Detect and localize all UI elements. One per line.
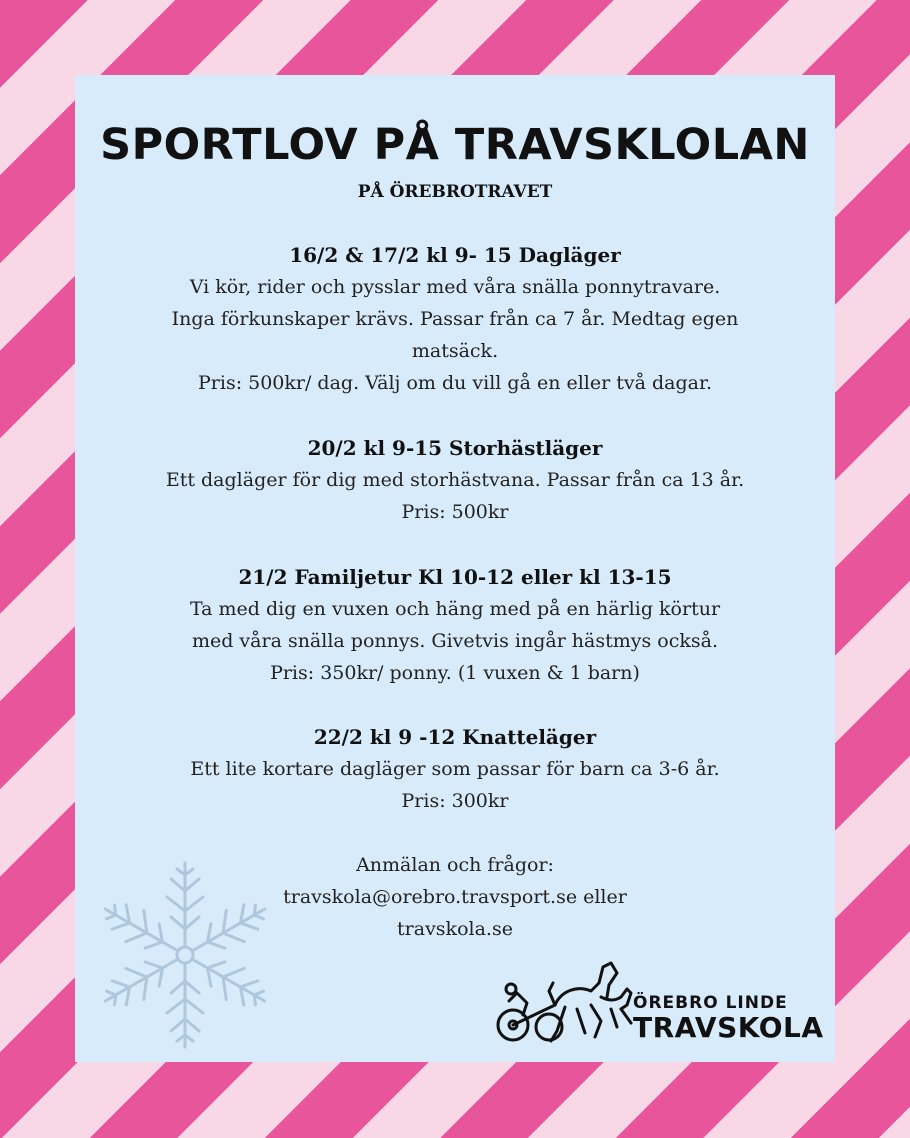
section-line: med våra snälla ponnys. Givetvis ingår hästmys också. xyxy=(191,630,719,652)
section-line: Pris: 350kr/ ponny. (1 vuxen & 1 barn) xyxy=(270,662,640,684)
travskola-logo xyxy=(495,953,824,1053)
section-heading: 21/2 Familjetur Kl 10-12 eller kl 13-15 xyxy=(238,565,672,589)
section-heading: 20/2 kl 9-15 Storhästläger xyxy=(307,436,603,460)
contact-line: Anmälan och frågor: xyxy=(356,854,554,876)
section-storhastlager xyxy=(75,432,835,528)
logo-line2: TRAVSKOLA xyxy=(633,1011,824,1044)
section-heading: 22/2 kl 9 -12 Knatteläger xyxy=(313,725,597,749)
section-line: Ett dagläger för dig med storhästvana. Passar från ca 13 år. xyxy=(165,469,745,491)
logo-line1: ÖREBRO LINDE xyxy=(633,993,788,1013)
section-line: matsäck. xyxy=(411,340,499,362)
poster-card xyxy=(75,75,835,1062)
section-daglager xyxy=(75,239,835,399)
contact-website[interactable]: travskola.se xyxy=(397,918,513,940)
contact-email[interactable]: travskola@orebro.travsport.se eller xyxy=(283,886,627,908)
section-line: Pris: 500kr xyxy=(401,501,509,523)
section-knattelager xyxy=(75,721,835,817)
section-line: Inga förkunskaper krävs. Passar från ca 7 år. Medtag egen xyxy=(171,308,739,330)
poster-title: SPORTLOV PÅ TRAVSKLOLAN xyxy=(100,120,810,170)
section-line: Vi kör, rider och pysslar med våra snälla ponnytravare. xyxy=(189,276,721,298)
section-familjetur xyxy=(75,561,835,689)
section-line: Ett lite kortare dagläger som passar för barn ca 3-6 år. xyxy=(190,758,720,780)
snowflake-icon xyxy=(85,855,285,1055)
section-heading: 16/2 & 17/2 kl 9- 15 Dagläger xyxy=(289,243,621,267)
poster-subtitle: PÅ ÖREBROTRAVET xyxy=(357,182,553,202)
section-line: Ta med dig en vuxen och häng med på en härlig körtur xyxy=(189,598,721,620)
section-line: Pris: 300kr xyxy=(401,790,509,812)
section-line: Pris: 500kr/ dag. Välj om du vill gå en eller två dagar. xyxy=(198,372,712,394)
horse-sulky-icon xyxy=(495,953,635,1053)
